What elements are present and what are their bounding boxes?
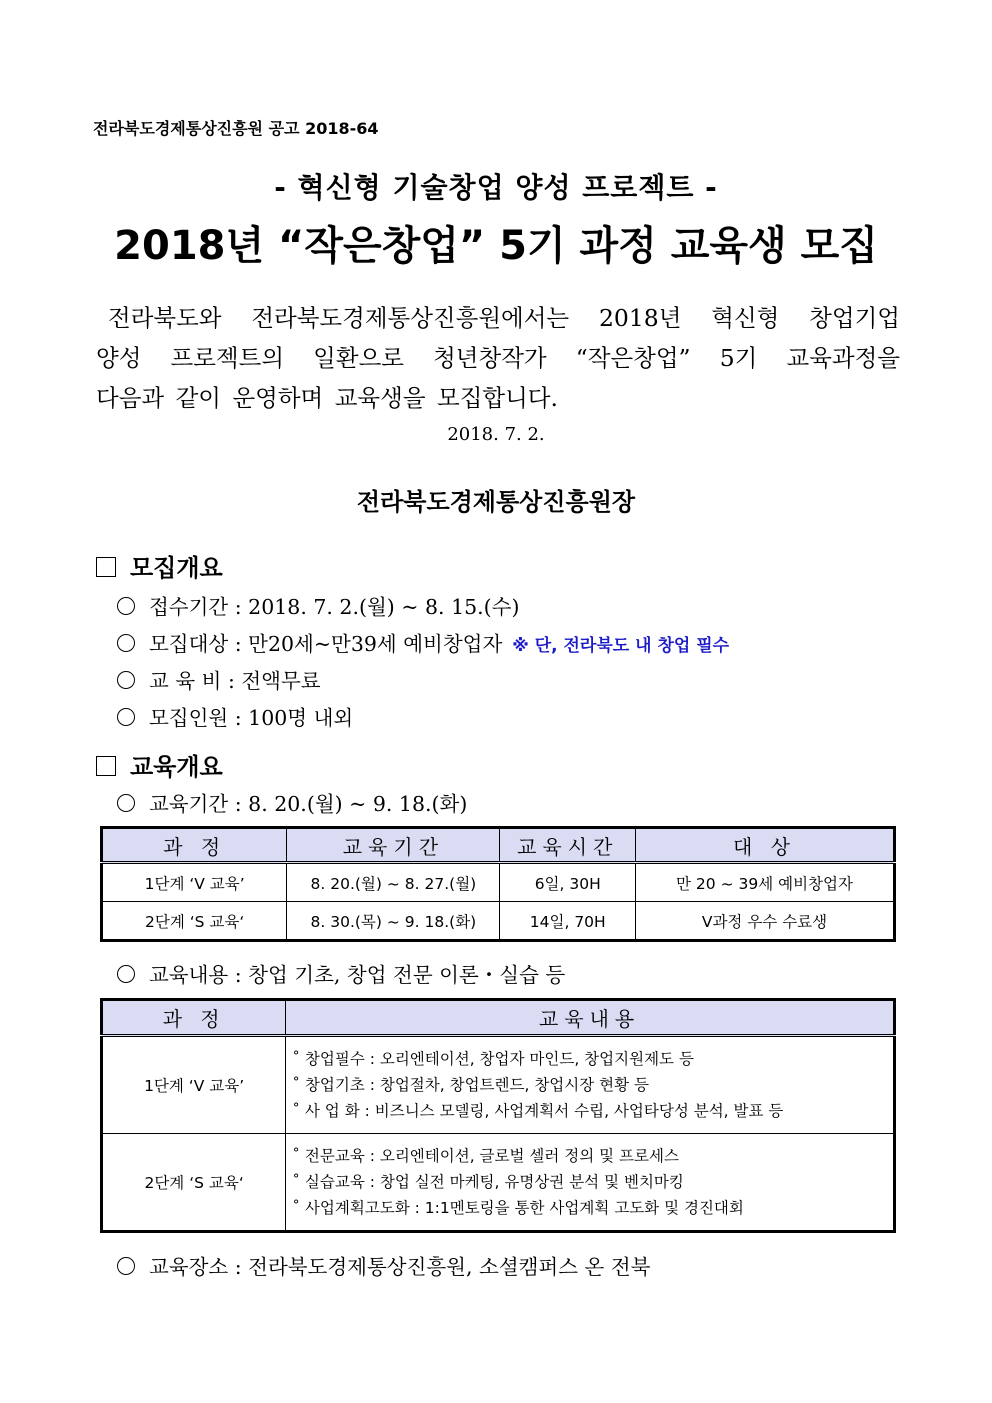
recruit-count: 모집인원 : 100명 내외 — [117, 701, 353, 731]
column-header: 교육기간 — [287, 828, 500, 863]
circle-bullet-icon — [117, 597, 135, 615]
content-item: ˚ 전문교육 : 오리엔테이션, 글로벌 셀러 정의 및 프로세스 — [292, 1147, 679, 1165]
table-cell: 만 20 ~ 39세 예비창업자 — [636, 863, 895, 902]
content-item: ˚ 창업기초 : 창업절차, 창업트렌드, 창업시장 현황 등 — [292, 1076, 649, 1094]
table-cell: 2단계 ‘S 교육‘ — [102, 1134, 286, 1232]
table-header-row — [102, 828, 895, 863]
intro-line: 전라북도와 전라북도경제통상진흥원에서는 2018년 혁신형 창업기업 — [108, 304, 900, 332]
content-item: ˚ 창업필수 : 오리엔테이션, 창업자 마인드, 창업지원제도 등 — [292, 1050, 694, 1068]
education-content-label: 교육내용 : 창업 기초, 창업 전문 이론・실습 등 — [117, 958, 565, 988]
table-cell: 6일, 30H — [500, 863, 636, 902]
circle-bullet-icon — [117, 634, 135, 652]
circle-bullet-icon — [117, 708, 135, 726]
table-cell: V과정 우수 수료생 — [636, 902, 895, 941]
recruit-target: 모집대상 : 만20세~만39세 예비창업자 ※ 단, 전라북도 내 창업 필수 — [117, 627, 729, 657]
notice-number: 전라북도경제통상진흥원 공고 2018-64 — [93, 119, 379, 138]
subtitle: - 혁신형 기술창업 양성 프로젝트 - — [274, 171, 718, 204]
schedule-table — [100, 826, 896, 942]
content-cell — [286, 1134, 895, 1232]
square-bullet-icon — [96, 756, 116, 776]
content-item: ˚ 사업계획고도화 : 1:1멘토링을 통한 사업계획 고도화 및 경진대회 — [292, 1199, 744, 1217]
page-title: 2018년 “작은창업” 5기 과정 교육생 모집 — [114, 223, 878, 269]
square-bullet-icon — [96, 557, 116, 577]
table-cell: 2단계 ‘S 교육‘ — [102, 902, 287, 941]
circle-bullet-icon — [117, 794, 135, 812]
table-cell: 14일, 70H — [500, 902, 636, 941]
target-note: ※ 단, 전라북도 내 창업 필수 — [512, 636, 730, 656]
column-header: 교육내용 — [286, 1000, 895, 1036]
table-row — [102, 902, 895, 941]
education-period: 교육기간 : 8. 20.(월) ~ 9. 18.(화) — [117, 787, 467, 817]
recruit-period: 접수기간 : 2018. 7. 2.(월) ~ 8. 15.(수) — [117, 590, 519, 620]
intro-paragraph — [96, 298, 900, 418]
column-header: 과 정 — [102, 1000, 286, 1036]
table-cell: 1단계 ‘V 교육’ — [102, 1036, 286, 1134]
table-row — [102, 1134, 895, 1232]
recruit-fee: 교 육 비 : 전액무료 — [117, 664, 321, 694]
table-cell: 1단계 ‘V 교육’ — [102, 863, 287, 902]
content-table — [100, 998, 896, 1233]
content-item: ˚ 사 업 화 : 비즈니스 모델링, 사업계획서 수립, 사업타당성 분석, 발표 등 — [292, 1102, 784, 1120]
education-venue: 교육장소 : 전라북도경제통상진흥원, 소셜캠퍼스 온 전북 — [117, 1250, 650, 1280]
intro-line: 양성 프로젝트의 일환으로 청년창작가 “작은창업” 5기 교육과정을 — [96, 344, 900, 372]
table-cell: 8. 30.(목) ~ 9. 18.(화) — [287, 902, 500, 941]
circle-bullet-icon — [117, 965, 135, 983]
column-header: 교육시간 — [500, 828, 636, 863]
table-cell: 8. 20.(월) ~ 8. 27.(월) — [287, 863, 500, 902]
table-row — [102, 1036, 895, 1134]
intro-line: 다음과 같이 운영하며 교육생을 모집합니다. — [96, 384, 558, 412]
section-recruit-heading: 모집개요 — [96, 548, 223, 583]
content-cell — [286, 1036, 895, 1134]
circle-bullet-icon — [117, 1257, 135, 1275]
notice-date: 2018. 7. 2. — [447, 424, 545, 445]
section-education-heading: 교육개요 — [96, 747, 223, 782]
table-row — [102, 863, 895, 902]
circle-bullet-icon — [117, 671, 135, 689]
table-header-row — [102, 1000, 895, 1036]
column-header: 대 상 — [636, 828, 895, 863]
issuer: 전라북도경제통상진흥원장 — [356, 488, 636, 516]
column-header: 과 정 — [102, 828, 287, 863]
content-item: ˚ 실습교육 : 창업 실전 마케팅, 유명상권 분석 및 벤치마킹 — [292, 1173, 684, 1191]
